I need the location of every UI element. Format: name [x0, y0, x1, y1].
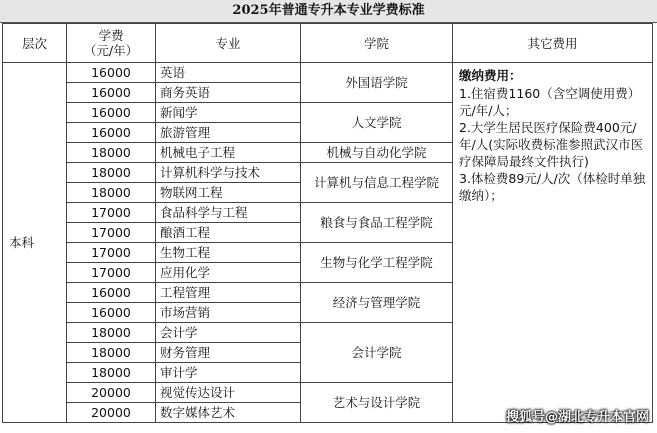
- fee-cell: 16000: [67, 123, 156, 143]
- major-cell: 市场营销: [156, 303, 301, 323]
- college-cell: 人文学院: [301, 103, 453, 143]
- college-cell: 生物与化学工程学院: [301, 243, 453, 283]
- other-fees-title: 缴纳费用：: [459, 68, 522, 83]
- header-level: 层次: [3, 24, 67, 63]
- fee-cell: 16000: [67, 63, 156, 83]
- major-cell: 财务管理: [156, 343, 301, 363]
- other-fee-item: 2.大学生居民医疗保险费400元/年/人(实际收费标准参照武汉市医疗保障局最终文件执行): [459, 120, 644, 169]
- fee-cell: 17000: [67, 223, 156, 243]
- other-fee-item: 3.体检费89元/人/次（体检时单独缴纳）；: [459, 171, 646, 203]
- fee-table: [2, 23, 653, 423]
- fee-cell: 18000: [67, 343, 156, 363]
- header-major: 专业: [156, 24, 301, 63]
- fee-cell: 18000: [67, 183, 156, 203]
- other-fees-cell: [453, 63, 653, 423]
- other-fee-item: 1.住宿费1160（含空调使用费）元/年/人；: [459, 86, 641, 118]
- college-cell: 粮食与食品工程学院: [301, 203, 453, 243]
- major-cell: 英语: [156, 63, 301, 83]
- fee-cell: 18000: [67, 323, 156, 343]
- major-cell: 工程管理: [156, 283, 301, 303]
- major-cell: 计算机科学与技术: [156, 163, 301, 183]
- major-cell: 商务英语: [156, 83, 301, 103]
- major-cell: 新闻学: [156, 103, 301, 123]
- level-cell: 本科: [3, 63, 67, 423]
- fee-cell: 16000: [67, 303, 156, 323]
- table-title: 2025年普通专升本专业学费标准: [0, 0, 657, 23]
- fee-cell: 16000: [67, 103, 156, 123]
- major-cell: 审计学: [156, 363, 301, 383]
- fee-cell: 20000: [67, 403, 156, 423]
- fee-cell: 17000: [67, 203, 156, 223]
- college-cell: 经济与管理学院: [301, 283, 453, 323]
- major-cell: 机械电子工程: [156, 143, 301, 163]
- header-fee-line1: 学费: [98, 28, 124, 43]
- header-fee-line2: （元/年）: [83, 43, 139, 58]
- fee-cell: 18000: [67, 143, 156, 163]
- watermark: 搜狐号@湖北专升本官网: [505, 410, 649, 425]
- major-cell: 应用化学: [156, 263, 301, 283]
- major-cell: 酿酒工程: [156, 223, 301, 243]
- college-cell: 外国语学院: [301, 63, 453, 103]
- major-cell: 会计学: [156, 323, 301, 343]
- header-fee: [67, 24, 156, 63]
- fee-cell: 16000: [67, 83, 156, 103]
- header-other: 其它费用: [453, 24, 653, 63]
- major-cell: 旅游管理: [156, 123, 301, 143]
- fee-cell: 18000: [67, 363, 156, 383]
- fee-cell: 18000: [67, 163, 156, 183]
- header-college: 学院: [301, 24, 453, 63]
- major-cell: 食品科学与工程: [156, 203, 301, 223]
- fee-cell: 17000: [67, 243, 156, 263]
- major-cell: 物联网工程: [156, 183, 301, 203]
- college-cell: 计算机与信息工程学院: [301, 163, 453, 203]
- header-row: [3, 24, 653, 63]
- college-cell: 艺术与设计学院: [301, 383, 453, 423]
- table-row: [3, 63, 653, 83]
- fee-cell: 20000: [67, 383, 156, 403]
- college-cell: 机械与自动化学院: [301, 143, 453, 163]
- fee-cell: 16000: [67, 283, 156, 303]
- major-cell: 生物工程: [156, 243, 301, 263]
- major-cell: 视觉传达设计: [156, 383, 301, 403]
- fee-cell: 17000: [67, 263, 156, 283]
- college-cell: 会计学院: [301, 323, 453, 383]
- major-cell: 数字媒体艺术: [156, 403, 301, 423]
